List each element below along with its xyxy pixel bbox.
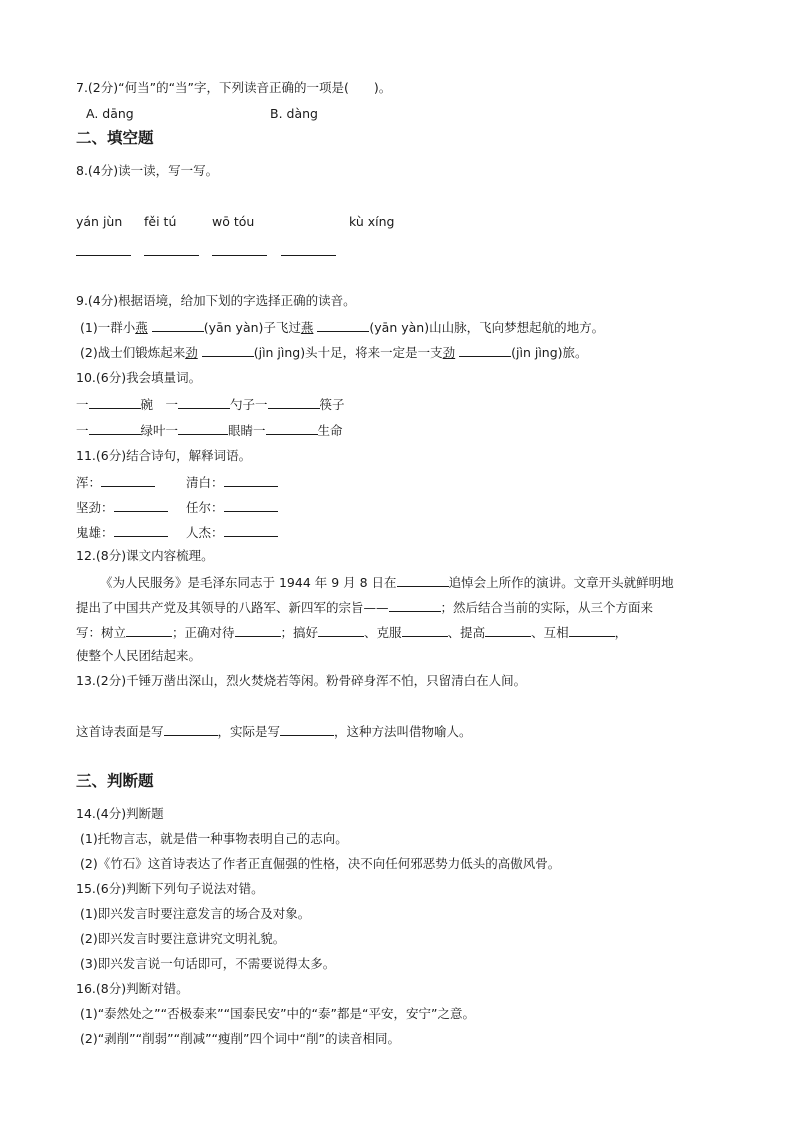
q13-answer-line: 这首诗表面是写 ，实际是写 ，这种方法叫借物喻人。 [76,724,472,739]
q10-blank[interactable] [268,396,320,409]
q9-line-1: (1)一群小燕 (yān yàn)子飞过燕 (yān yàn)山山脉，飞向梦想起航的地方。 [80,320,605,335]
q11-blank[interactable] [224,474,278,487]
q12-blank[interactable] [485,624,531,637]
q12-blank[interactable] [402,624,448,637]
section-title-fill-blank: 二、填空题 [76,129,154,147]
q12-blank[interactable] [389,599,441,612]
q10-blank[interactable] [178,396,230,409]
q13-blank[interactable] [164,723,218,736]
q11-item-2: 清白： [186,474,278,491]
q8-pinyin-1: yán jùn [76,214,123,229]
q12-para-line-4: 使整个人民团结起来。 [76,648,202,663]
q12-blank[interactable] [318,624,364,637]
q8-answer-blank-4[interactable] [281,255,336,256]
q11-blank[interactable] [101,474,155,487]
q10-stem: 10.(6分)我会填量词。 [76,370,202,385]
q16-item-2: (2)“剥削”“削弱”“削减”“瘦削”四个词中“削”的读音相同。 [80,1031,400,1046]
q8-pinyin-2: fěi tú [144,214,177,229]
q12-blank[interactable] [126,624,172,637]
q11-blank[interactable] [224,524,278,537]
q9-blank-4[interactable] [459,344,511,357]
q14-item-2: (2)《竹石》这首诗表达了作者正直倔强的性格，决不向任何邪恶势力低头的高傲风骨。 [80,856,561,871]
q7-option-b: B. dàng [270,106,318,121]
q8-answer-blank-2[interactable] [144,255,199,256]
q10-blank[interactable] [266,422,318,435]
q11-item-4: 任尔： [186,499,278,516]
q12-para-line-2: 提出了中国共产党及其领导的八路军、新四军的宗旨—— ；然后结合当前的实际，从三个方面来 [76,600,654,615]
q16-item-1: (1)“泰然处之”“否极泰来”“国泰民安”中的“泰”都是“平安，安宁”之意。 [80,1006,475,1021]
q12-blank[interactable] [235,624,281,637]
q16-stem: 16.(8分)判断对错。 [76,981,189,996]
q10-blank[interactable] [89,422,141,435]
q8-pinyin-4: kù xíng [349,214,395,229]
q10-row-1: 一 碗 一 勺子一 筷子 [76,397,345,412]
underlined-char: 燕 [135,320,148,335]
q15-item-1: (1)即兴发言时要注意发言的场合及对象。 [80,906,311,921]
q11-item-3: 坚劲： [76,499,168,516]
q15-item-2: (2)即兴发言时要注意讲究文明礼貌。 [80,931,286,946]
q15-item-3: (3)即兴发言说一句话即可，不需要说得太多。 [80,956,336,971]
q8-stem: 8.(4分)读一读，写一写。 [76,163,219,178]
q11-item-6: 人杰： [186,524,278,541]
q9-blank-2[interactable] [317,319,369,332]
q10-row-2: 一 绿叶一 眼睛一 生命 [76,423,343,438]
q11-blank[interactable] [114,499,168,512]
q8-pinyin-3: wō tóu [212,214,255,229]
underlined-char: 燕 [300,320,314,335]
q10-blank[interactable] [178,422,228,435]
q9-line-2: (2)战士们锻炼起来劲 (jìn jìng)头十足，将来一定是一支劲 (jìn jìng)旅。 [80,345,588,360]
q13-stem: 13.(2分)千锤万凿出深山，烈火焚烧若等闲。粉骨碎身浑不怕，只留清白在人间。 [76,673,527,688]
q11-blank[interactable] [224,499,278,512]
q8-answer-blank-1[interactable] [76,255,131,256]
q9-blank-3[interactable] [202,344,254,357]
q13-blank[interactable] [280,723,334,736]
q10-blank[interactable] [89,396,141,409]
section-title-judgement: 三、判断题 [76,772,154,790]
q7-option-a: A. dāng [86,106,134,121]
q12-stem: 12.(8分)课文内容梳理。 [76,548,214,563]
q12-para-line-1: 《为人民服务》是毛泽东同志于 1944 年 9 月 8 日在 追悼会上所作的演讲。文章开头就鲜明地 [100,575,674,590]
q8-answer-blank-3[interactable] [212,255,267,256]
q9-blank-1[interactable] [152,319,204,332]
q11-stem: 11.(6分)结合诗句，解释词语。 [76,448,252,463]
q14-stem: 14.(4分)判断题 [76,806,164,821]
q12-para-line-3: 写：树立 ；正确对待 ；搞好 、克服 、提高 、互相 ， [76,625,628,640]
q11-blank[interactable] [114,524,168,537]
q11-item-5: 鬼雄： [76,524,168,541]
q7-stem: 7.(2分)“何当”的“当”字，下列读音正确的一项是( )。 [76,80,392,95]
q9-stem: 9.(4分)根据语境，给加下划的字选择正确的读音。 [76,293,356,308]
q15-stem: 15.(6分)判断下列句子说法对错。 [76,881,264,896]
q11-item-1: 浑： [76,474,155,491]
q12-blank[interactable] [569,624,615,637]
q12-blank[interactable] [397,574,449,587]
underlined-char: 劲 [442,345,456,360]
underlined-char: 劲 [185,345,198,360]
q14-item-1: (1)托物言志，就是借一种事物表明自己的志向。 [80,831,348,846]
